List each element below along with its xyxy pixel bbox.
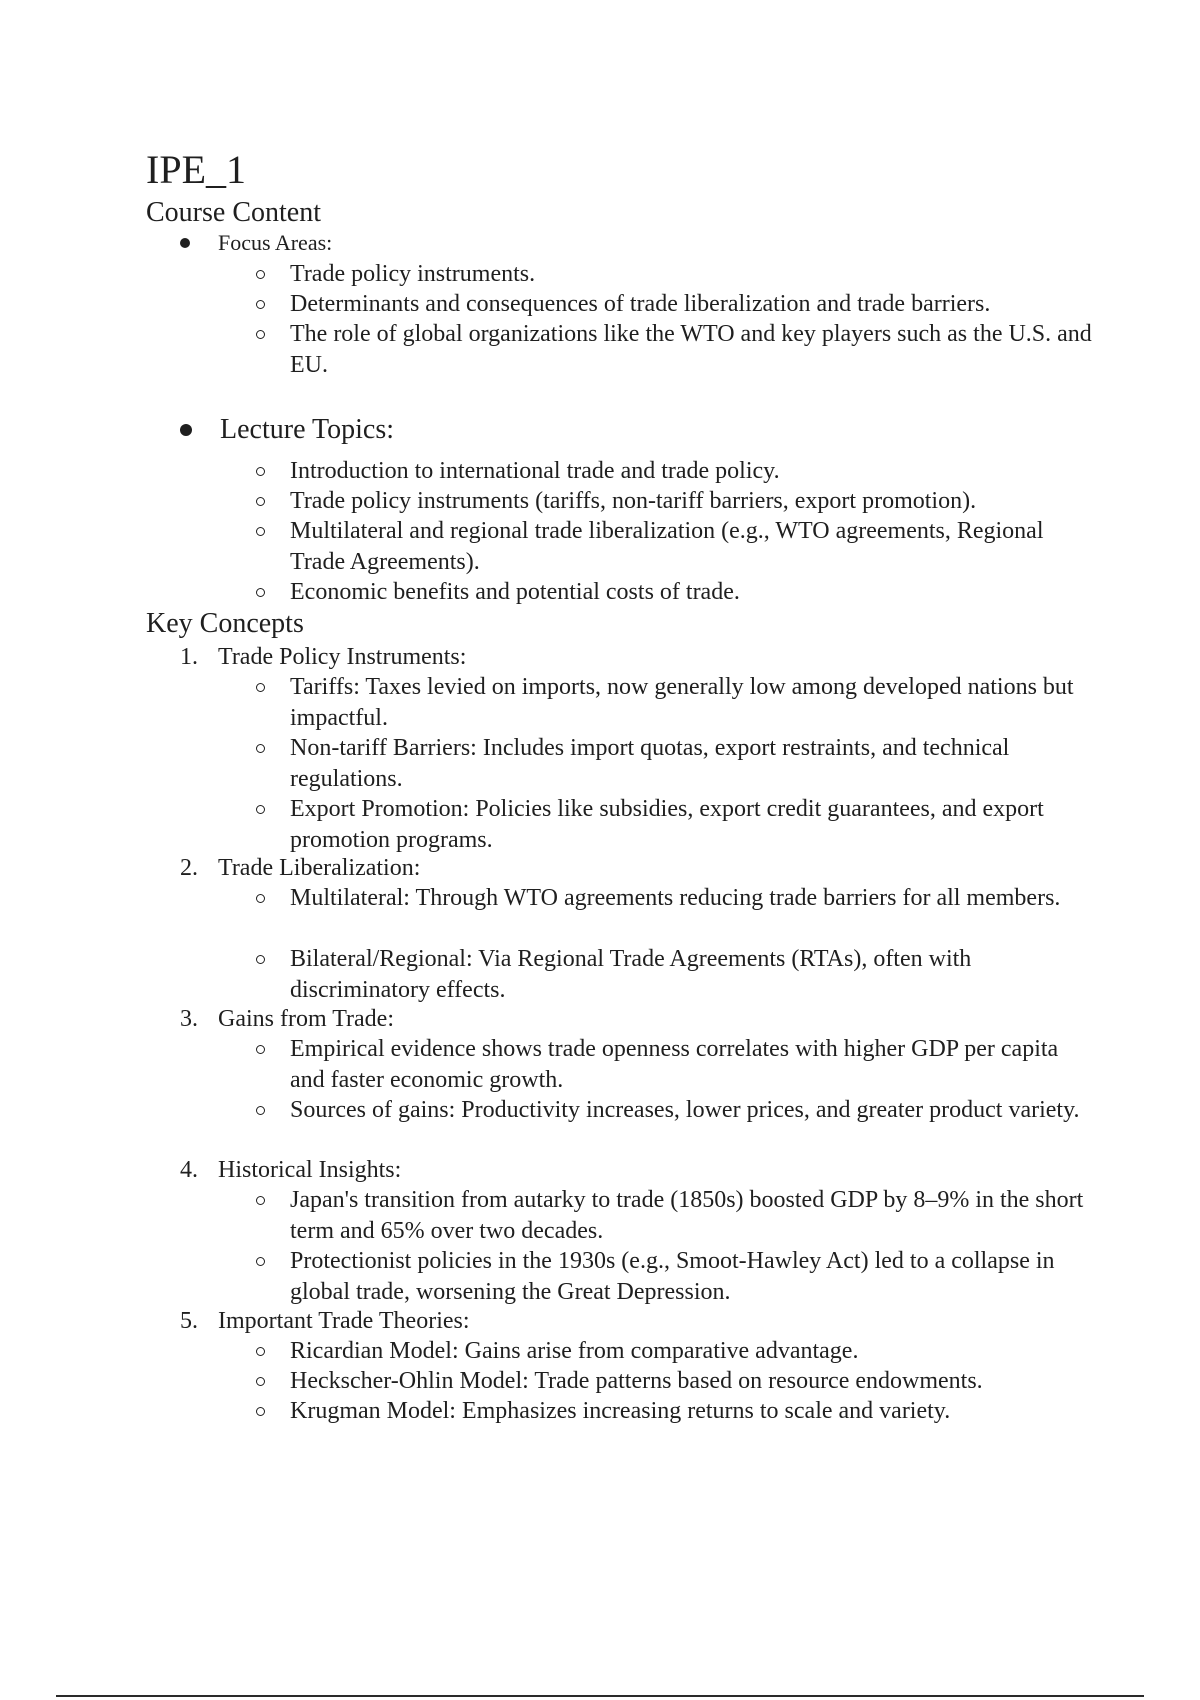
list-item: Introduction to international trade and trade policy. bbox=[252, 456, 1092, 487]
circle-bullet-icon bbox=[256, 1407, 265, 1416]
page-bottom-rule bbox=[56, 1695, 1144, 1697]
circle-bullet-icon bbox=[256, 683, 265, 692]
lecture-topics-label: Lecture Topics: bbox=[220, 414, 395, 445]
circle-bullet-icon bbox=[256, 497, 265, 506]
circle-bullet-icon bbox=[256, 1106, 265, 1115]
circle-bullet-icon bbox=[256, 955, 265, 964]
circle-bullet-icon bbox=[256, 1045, 265, 1054]
list-item: Determinants and consequences of trade liberalization and trade barriers. bbox=[252, 289, 1092, 320]
list-item: Multilateral: Through WTO agreements reducing trade barriers for all members. bbox=[252, 883, 1092, 914]
list-item: Export Promotion: Policies like subsidies, export credit guarantees, and export promotion programs. bbox=[252, 794, 1092, 855]
bullet-icon bbox=[180, 238, 190, 248]
circle-bullet-icon bbox=[256, 300, 265, 309]
circle-bullet-icon bbox=[256, 744, 265, 753]
key-concept-section-2: 2. Trade Liberalization: bbox=[180, 855, 421, 881]
focus-areas-label: Focus Areas: bbox=[218, 230, 333, 255]
list-item: Japan's transition from autarky to trade (1850s) boosted GDP by 8–9% in the short term and 65% over two decades. bbox=[252, 1185, 1092, 1246]
list-item: Economic benefits and potential costs of trade. bbox=[252, 577, 1092, 608]
circle-bullet-icon bbox=[256, 1196, 265, 1205]
circle-bullet-icon bbox=[256, 330, 265, 339]
list-item: Trade policy instruments. bbox=[252, 259, 1092, 290]
key-concept-section-1: 1. Trade Policy Instruments: bbox=[180, 644, 467, 670]
list-item: Empirical evidence shows trade openness correlates with higher GDP per capita and faster economic growth. bbox=[252, 1034, 1092, 1095]
list-item: Sources of gains: Productivity increases, lower prices, and greater product variety. bbox=[252, 1095, 1092, 1126]
circle-bullet-icon bbox=[256, 588, 265, 597]
lecture-topics-item bbox=[180, 413, 394, 447]
key-concept-section-3: 3. Gains from Trade: bbox=[180, 1006, 394, 1032]
list-item: Bilateral/Regional: Via Regional Trade Agreements (RTAs), often with discriminatory effects. bbox=[252, 944, 1092, 1005]
list-item: The role of global organizations like the WTO and key players such as the U.S. and EU. bbox=[252, 319, 1092, 380]
circle-bullet-icon bbox=[256, 1347, 265, 1356]
list-item: Heckscher-Ohlin Model: Trade patterns based on resource endowments. bbox=[252, 1366, 1092, 1397]
bullet-icon bbox=[180, 424, 192, 436]
key-concepts-heading: Key Concepts bbox=[146, 608, 304, 639]
list-item: Multilateral and regional trade liberalization (e.g., WTO agreements, Regional Trade Agreements). bbox=[252, 516, 1092, 577]
list-item: Non-tariff Barriers: Includes import quotas, export restraints, and technical regulations. bbox=[252, 733, 1092, 794]
document-title: IPE_1 bbox=[146, 147, 246, 192]
circle-bullet-icon bbox=[256, 894, 265, 903]
circle-bullet-icon bbox=[256, 467, 265, 476]
focus-areas-item bbox=[180, 228, 332, 258]
course-content-heading: Course Content bbox=[146, 197, 321, 228]
list-item: Trade policy instruments (tariffs, non-tariff barriers, export promotion). bbox=[252, 486, 1092, 517]
list-item: Ricardian Model: Gains arise from comparative advantage. bbox=[252, 1336, 1092, 1367]
list-item: Protectionist policies in the 1930s (e.g., Smoot-Hawley Act) led to a collapse in global trade, worsening the Great Depression. bbox=[252, 1246, 1092, 1307]
circle-bullet-icon bbox=[256, 270, 265, 279]
circle-bullet-icon bbox=[256, 805, 265, 814]
key-concept-section-4: 4. Historical Insights: bbox=[180, 1157, 402, 1183]
circle-bullet-icon bbox=[256, 1257, 265, 1266]
circle-bullet-icon bbox=[256, 1377, 265, 1386]
list-item: Krugman Model: Emphasizes increasing returns to scale and variety. bbox=[252, 1396, 1092, 1427]
list-item: Tariffs: Taxes levied on imports, now generally low among developed nations but impactful. bbox=[252, 672, 1092, 733]
circle-bullet-icon bbox=[256, 527, 265, 536]
key-concept-section-5: 5. Important Trade Theories: bbox=[180, 1308, 470, 1334]
